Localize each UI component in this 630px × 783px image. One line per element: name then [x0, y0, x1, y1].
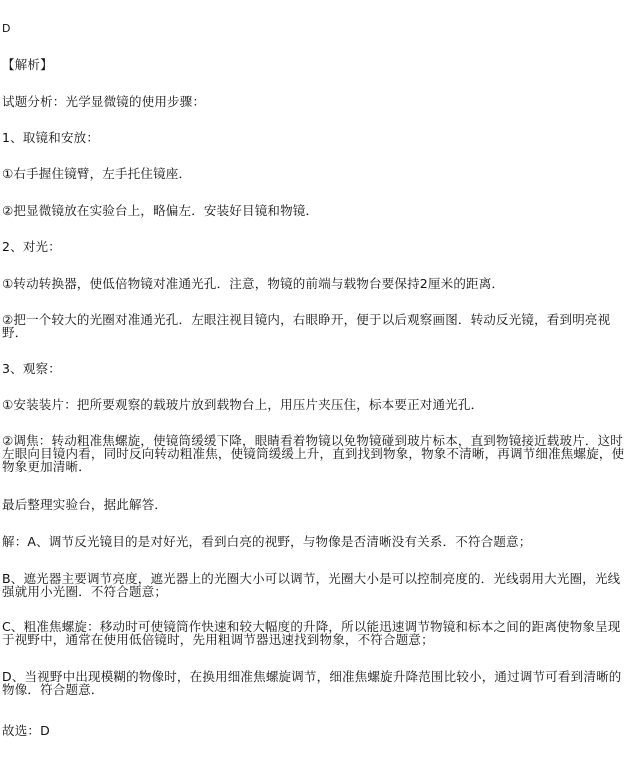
- step-1-item-2: ②把显微镜放在实验台上，略偏左．安装好目镜和物镜．: [2, 203, 319, 218]
- option-c-explanation: C、粗准焦螺旋：移动时可使镜筒作快速和较大幅度的升降，所以能迅速调节物镜和标本之间的距离使物象呈现于视野中，通常在使用低倍镜时，先用粗调节器迅速找到物象，不符合题意；: [2, 619, 621, 647]
- option-d-explanation: D、当视野中出现模糊的物像时，在换用细准焦螺旋调节，细准焦螺旋升降范围比较小，通过调节可看到清晰的物像．符合题意．: [2, 669, 622, 697]
- step-1-item-1: ①右手握住镜臂，左手托住镜座．: [2, 166, 192, 181]
- analysis-conclusion: 最后整理实验台，据此解答．: [2, 497, 168, 512]
- option-a-explanation: 解：A、调节反光镜目的是对好光，看到白亮的视野，与物像是否清晰没有关系．不符合题意；: [2, 534, 532, 549]
- step-2-heading: 2、对光：: [2, 239, 61, 254]
- answer-letter: D: [2, 22, 11, 35]
- analysis-intro: 试题分析：光学显微镜的使用步骤：: [2, 94, 206, 109]
- analysis-heading: 【解析】: [2, 57, 53, 72]
- step-1-heading: 1、取镜和安放：: [2, 130, 100, 145]
- final-answer: 故选：D: [2, 723, 50, 738]
- step-3-item-1: ①安装装片：把所要观察的载玻片放到载物台上，用压片夹压住，标本要正对通光孔．: [2, 397, 484, 412]
- step-3-heading: 3、观察：: [2, 361, 61, 376]
- step-2-item-2: ②把一个较大的光圈对准通光孔．左眼注视目镜内，右眼睁开，便于以后观察画图．转动反光镜，看到明亮视野．: [2, 312, 611, 340]
- step-2-item-1: ①转动转换器，使低倍物镜对准通光孔．注意，物镜的前端与载物台要保持2厘米的距离．: [2, 276, 505, 291]
- option-b-explanation: B、遮光器主要调节亮度，遮光器上的光圈大小可以调节，光圈大小是可以控制亮度的．光线弱用大光圈，光线强就用小光圈．不符合题意；: [2, 571, 621, 599]
- step-3-item-2: ②调焦：转动粗准焦螺旋，使镜筒缓缓下降，眼睛看着物镜以免物镜碰到玻片标本，直到物镜接近载玻片．这时左眼向目镜内看，同时反向转动粗准焦，使镜筒缓缓上升，直到找到物象，物象不清晰，再调节细准焦螺旋，使物象更加清晰．: [2, 433, 625, 474]
